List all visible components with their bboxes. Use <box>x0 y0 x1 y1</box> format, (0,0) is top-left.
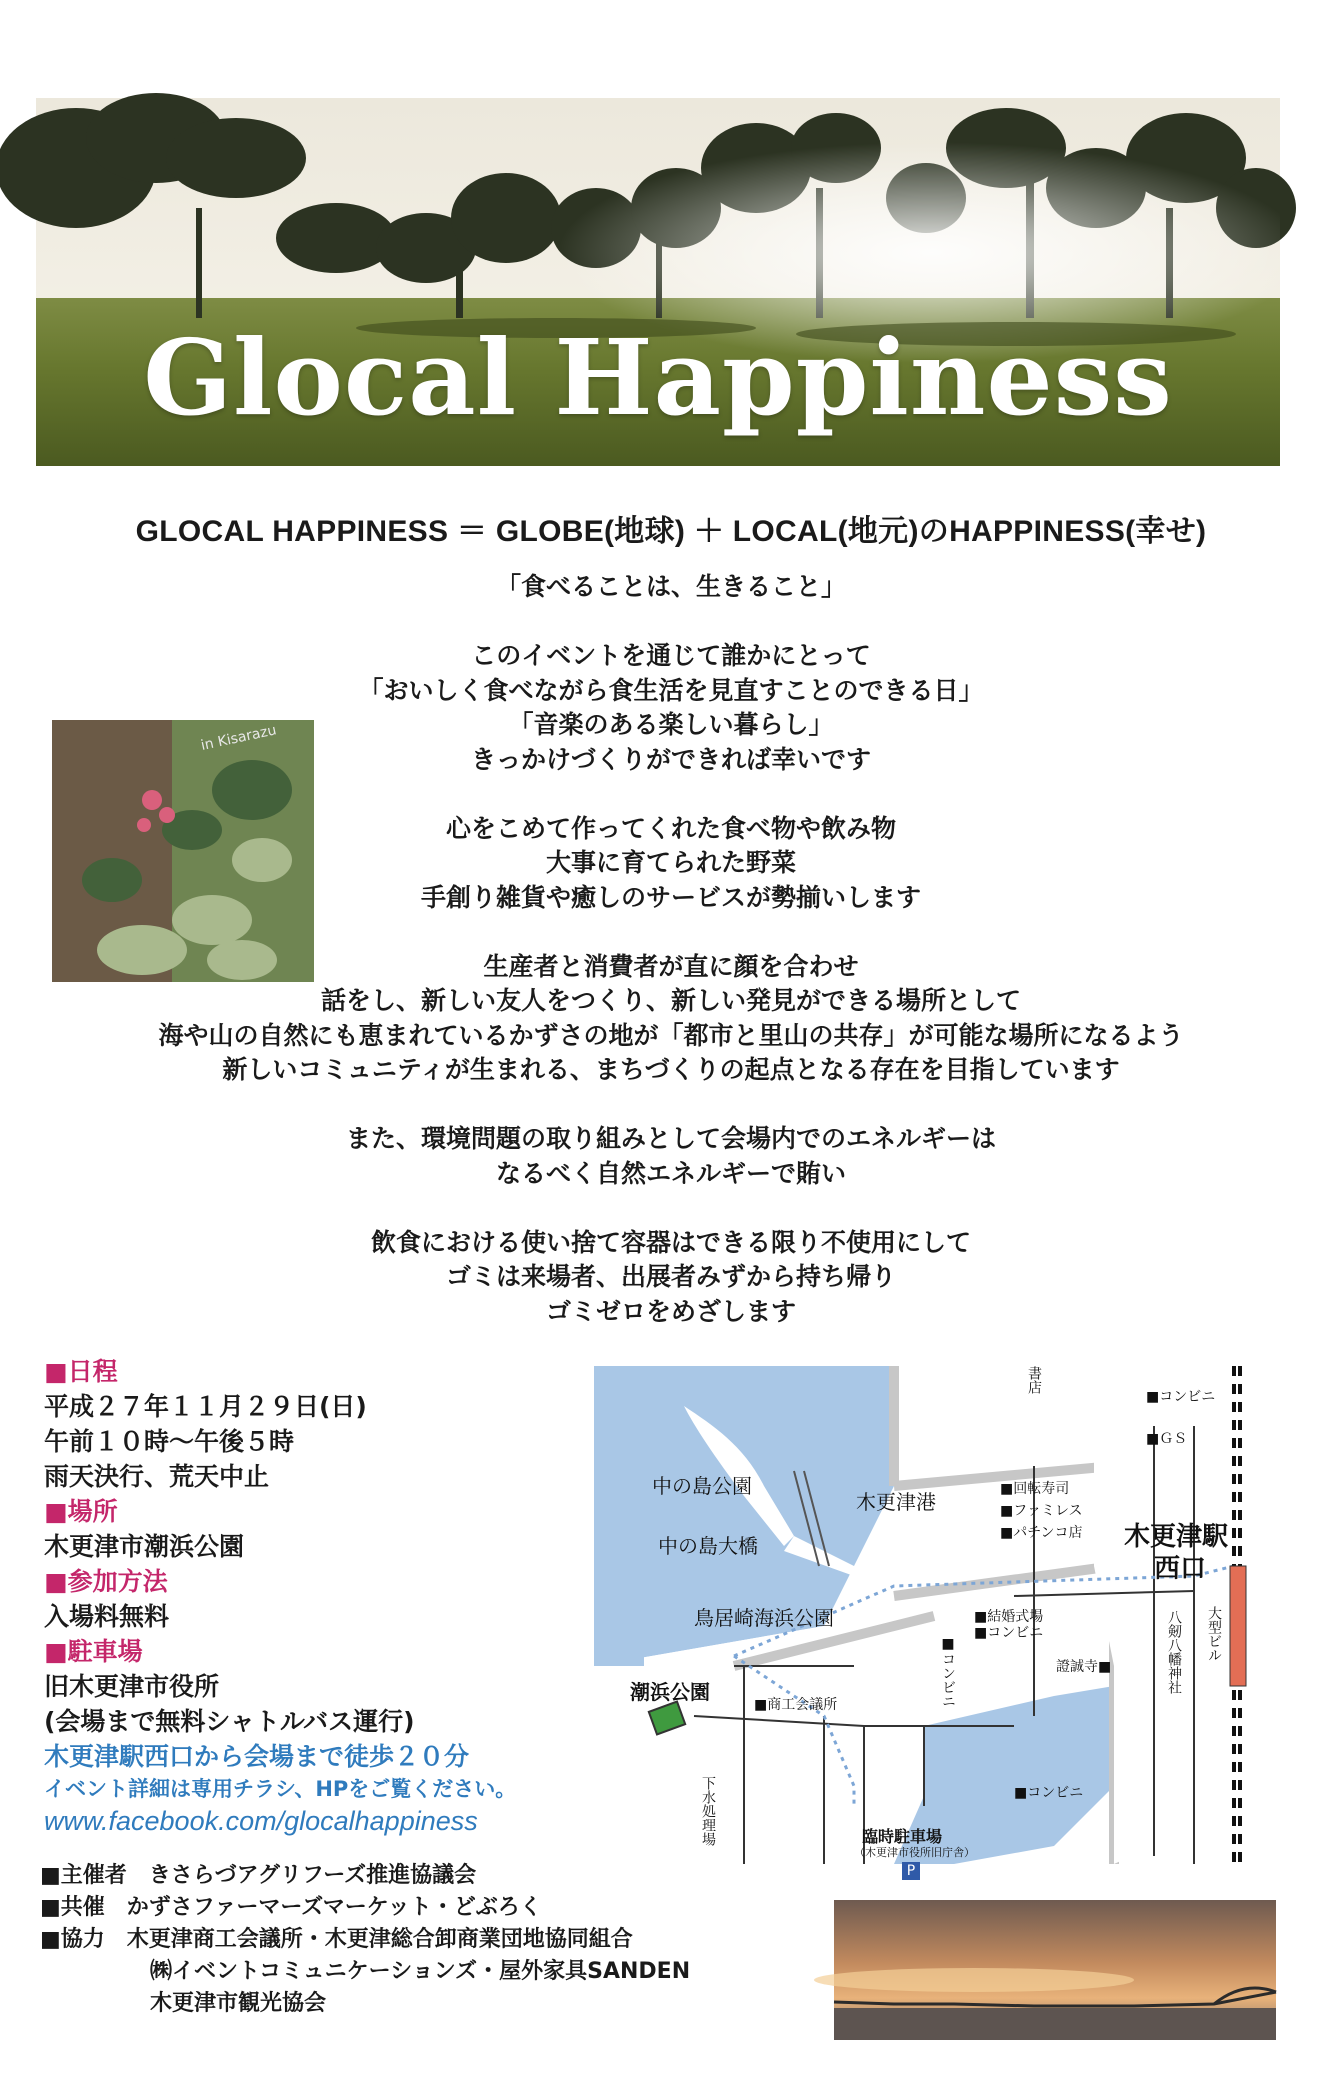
event-time: 午前１０時〜午後５時 <box>44 1427 295 1456</box>
venue-map <box>594 1366 1274 1879</box>
intro-line: 飲食における使い捨て容器はできる限り不使用にして <box>370 1227 971 1257</box>
event-date: 平成２７年１１月２９日(日) <box>44 1392 367 1421</box>
facebook-link[interactable]: www.facebook.com/glocalhappiness <box>44 1806 478 1836</box>
supporters-line-2: ㈱イベントコミュニケーションズ・屋外家具SANDEN <box>150 1959 691 1984</box>
map-label-wedding-hall: ■結婚式場 <box>974 1609 1044 1625</box>
intro-line: 心をこめて作ってくれた食べ物や飲み物 <box>445 813 896 843</box>
details-note: イベント詳細は専用チラシ、HPをご覧ください。 <box>44 1777 517 1801</box>
map-label-torii-park: 鳥居崎海浜公園 <box>694 1606 834 1630</box>
co-organizer: ■共催 かずさファーマーズマーケット・どぶろく <box>40 1895 542 1920</box>
map-label-nakanoshima-park: 中の島公園 <box>652 1474 752 1498</box>
map-label-temp-parking-sub: （木更津市役所旧庁舎） <box>854 1846 975 1859</box>
event-info <box>44 1354 604 1839</box>
intro-line: ゴミは来場者、出展者みずから持ち帰り <box>445 1262 896 1291</box>
headline-equation: GLOCAL HAPPINESS ＝ GLOBE(地球) ＋ LOCAL(地元)のHAPPINESS(幸せ) <box>135 515 1207 548</box>
intro-line: 新しいコミュニティが生まれる、まちづくりの起点となる存在を目指しています <box>222 1055 1120 1084</box>
map-label-port: 木更津港 <box>856 1490 936 1514</box>
intro-line: ゴミゼロをめざします <box>545 1296 796 1326</box>
map-label-convenience-1: ■コンビニ <box>1146 1389 1216 1405</box>
map-label-family-restaurant: ■ファミレス <box>1000 1503 1083 1519</box>
map-label-convenience-2: ■コンビニ <box>974 1625 1044 1641</box>
hero-photo <box>36 98 1280 466</box>
intro-line: このイベントを通じて誰かにとって <box>471 641 871 670</box>
map-label-convenience-vertical: ■コンビニ <box>940 1636 956 1708</box>
intro-line: 「おいしく食べながら食生活を見直すことのできる日」 <box>358 675 984 705</box>
intro-line: 話をし、新しい友人をつくり、新しい発見ができる場所として <box>320 986 1021 1015</box>
parking-icon: P <box>902 1862 920 1880</box>
parking-location: 旧木更津市役所 <box>44 1672 220 1701</box>
map-label-nakanoshima-bridge: 中の島大橋 <box>658 1534 758 1558</box>
organizer: ■主催者 きさらづアグリフーズ推進協議会 <box>40 1863 477 1888</box>
intro-line: 海や山の自然にも恵まれているかずさの地が「都市と里山の共存」が可能な場所になるよう <box>158 1020 1184 1050</box>
map-label-temp-parking: 臨時駐車場 <box>862 1827 943 1846</box>
map-label-station: 木更津駅 <box>1124 1522 1229 1552</box>
map-label-convenience-3: ■コンビニ <box>1014 1785 1084 1801</box>
map-label-sewage-plant: 下水処理場 <box>700 1776 716 1846</box>
photo-watermark: in Kisarazu <box>199 722 278 754</box>
walk-note: 木更津駅西口から会場まで徒歩２０分 <box>44 1742 470 1771</box>
map-label-bookstore: 書店 <box>1026 1366 1042 1394</box>
supporters-line-3: 木更津市観光協会 <box>150 1991 327 2016</box>
map-label-chamber: ■商工会議所 <box>754 1697 838 1713</box>
join-label: ■参加方法 <box>44 1567 168 1596</box>
intro-line: 大事に育てられた野菜 <box>545 848 796 877</box>
hero-title: Glocal Happiness <box>143 316 1173 439</box>
venue-name: 木更津市潮浜公園 <box>44 1532 245 1561</box>
intro-text <box>0 570 1342 1329</box>
intro-line: 生産者と消費者が直に顔を合わせ <box>483 951 859 981</box>
map-label-shrine: 八剱八幡神社 <box>1166 1610 1182 1694</box>
supporters: ■協力 木更津商工会議所・木更津総合卸商業団地協同組合 <box>40 1927 633 1952</box>
sunset-bridge-image <box>834 1900 1276 2040</box>
map-label-west-exit: 西口 <box>1154 1554 1207 1584</box>
intro-line: 「食べることは、生きること」 <box>495 572 846 601</box>
parking-label: ■駐車場 <box>44 1637 143 1666</box>
intro-line: また、環境問題の取り組みとして会場内でのエネルギーは <box>345 1124 996 1153</box>
map-label-large-building: 大型ビル <box>1206 1606 1222 1662</box>
map-label-sushi: ■回転寿司 <box>1000 1481 1070 1497</box>
map-label-temple: 證誠寺■ <box>1056 1659 1112 1675</box>
credits <box>40 1860 820 2020</box>
map-label-gas-station: ■ＧＳ <box>1146 1431 1188 1447</box>
map-label-shiohama-park: 潮浜公園 <box>630 1680 710 1704</box>
join-info: 入場料無料 <box>44 1602 170 1631</box>
intro-line: きっかけづくりができれば幸いです <box>470 744 871 774</box>
parking-note: (会場まで無料シャトルバス運行) <box>44 1707 415 1736</box>
venue-label: ■場所 <box>44 1497 118 1526</box>
intro-line: 「音楽のある楽しい暮らし」 <box>508 710 834 739</box>
intro-line: 手創り雑貨や癒しのサービスが勢揃いします <box>420 882 921 912</box>
sunset-photo <box>834 1900 1276 2040</box>
schedule-label: ■日程 <box>44 1357 118 1386</box>
map-label-pachinko: ■パチンコ店 <box>1000 1525 1083 1541</box>
intro-line: なるべく自然エネルギーで賄い <box>495 1158 846 1188</box>
weather-policy: 雨天決行、荒天中止 <box>44 1462 270 1491</box>
